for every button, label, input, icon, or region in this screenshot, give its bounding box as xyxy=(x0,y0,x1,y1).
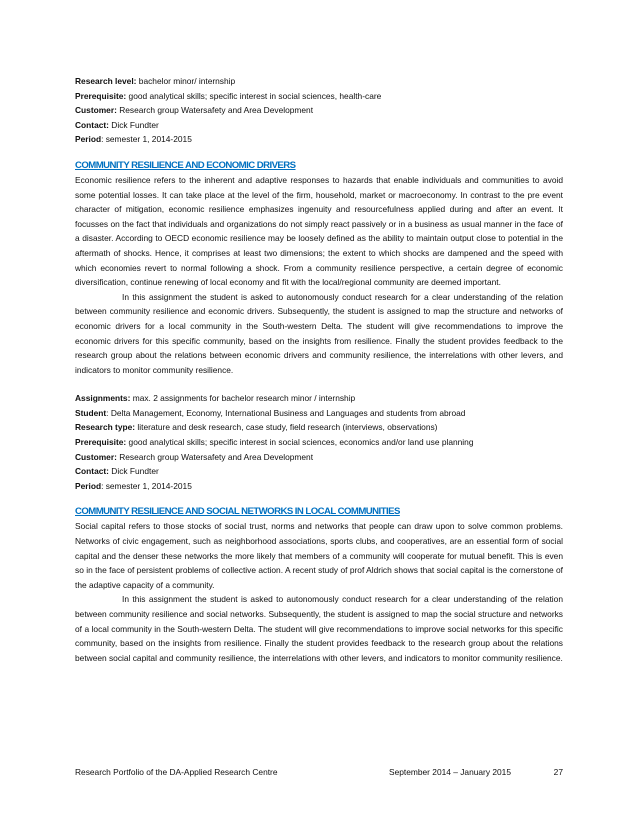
page-number: 27 xyxy=(553,767,563,777)
prerequisite-label: Prerequisite: xyxy=(75,90,127,101)
prerequisite-line xyxy=(75,89,563,104)
section-heading-economic-drivers: COMMUNITY RESILIENCE AND ECONOMIC DRIVERS xyxy=(75,159,296,171)
footer-title: Research Portfolio of the DA-Applied Research Centre xyxy=(75,767,278,777)
prerequisite-label-2: Prerequisite: xyxy=(75,437,127,448)
assignments-line xyxy=(75,391,563,406)
student-value: : Delta Management, Economy, International Business and Languages and students from abroad xyxy=(106,407,466,418)
contact-value-2: Dick Fundter xyxy=(108,466,159,477)
assignments-value: max. 2 assignments for bachelor research minor / internship xyxy=(130,393,356,404)
period-value: : semester 1, 2014-2015 xyxy=(101,134,192,145)
customer-line xyxy=(75,103,563,118)
customer-line-2 xyxy=(75,450,563,465)
period-line xyxy=(75,132,563,147)
research-level-line xyxy=(75,74,563,89)
prerequisite-line-2 xyxy=(75,435,563,450)
contact-label: Contact: xyxy=(75,119,109,130)
spacer xyxy=(75,377,563,391)
contact-label-2: Contact: xyxy=(75,466,109,477)
prerequisite-value: good analytical skills; specific interest in social sciences, health-care xyxy=(126,90,382,101)
social-assignment-paragraph: In this assignment the student is asked to autonomously conduct research for a clear understanding of the relation between community resilience and social networks. Subsequently, the student is assigned to map the social structure and networks of a local community in the South-western Delta. The student will give recommendations to improve social networks for this specific community, based on the insights from resilience. Finally the student provides feedback to the research group about the relations between social capital and community resilience, the interrelations with other levers, and indicators to monitor community resilience. xyxy=(75,594,563,663)
customer-label: Customer: xyxy=(75,105,117,116)
social-capital-paragraph: Social capital refers to those stocks of social trust, norms and networks that people can draw upon to solve common problems. Networks of civic engagement, such as neighborhood associations, sports clubs, and cooperatives, are an essential form of social capital and the denser these networks the more likely that members of a community will cooperate for mutual benefit. This is even so in the face of persistent problems of collective action. A recent study of prof Aldrich shows that social capital is the cornerstone of the adaptive capacity of a community. xyxy=(75,521,563,590)
research-level-label: Research level: xyxy=(75,76,137,86)
customer-value: Research group Watersafety and Area Development xyxy=(116,105,314,116)
economic-assignment-paragraph: In this assignment the student is asked to autonomously conduct research for a clear understanding of the relation between community resilience and economic drivers. Subsequently, the student is assigned to map the structure and networks of economic drivers for a local community in the South-western Delta. The student will give recommendations to improve the economic drivers for this specific community, based on the insights from resilience. Finally the student provides feedback to the research group about the relations between economic drivers and community resilience, the interrelations with other levers, and indicators to monitor community resilience. xyxy=(75,291,563,375)
footer-dates: September 2014 – January 2015 xyxy=(389,767,511,777)
project-meta-block-1 xyxy=(75,74,563,147)
contact-value: Dick Fundter xyxy=(108,119,159,130)
period-value-2: : semester 1, 2014-2015 xyxy=(101,480,192,491)
period-label-2: Period xyxy=(75,480,102,491)
research-level-value: bachelor minor/ internship xyxy=(136,76,236,86)
research-type-value: literature and desk research, case study, field research (interviews, observations) xyxy=(135,422,438,433)
contact-line-2 xyxy=(75,464,563,479)
project-meta-block-2 xyxy=(75,391,563,493)
research-type-line xyxy=(75,420,563,435)
assignments-label: Assignments: xyxy=(75,393,131,404)
customer-label-2: Customer: xyxy=(75,451,117,462)
period-label: Period xyxy=(75,134,102,145)
student-label: Student xyxy=(75,407,107,418)
research-type-label: Research type: xyxy=(75,422,136,433)
section-heading-social-networks: COMMUNITY RESILIENCE AND SOCIAL NETWORKS IN LOCAL COMMUNITIES xyxy=(75,506,400,518)
period-line-2 xyxy=(75,479,563,494)
document-page xyxy=(75,74,563,665)
student-line xyxy=(75,406,563,421)
prerequisite-value-2: good analytical skills; specific interest in social sciences, economics and/or land use planning xyxy=(126,437,474,448)
economic-resilience-paragraph: Economic resilience refers to the inherent and adaptive responses to hazards that enable individuals and communities to avoid some potential losses. It can take place at the level of the firm, household, market or macroeconomy. In contrast to the pre event character of mitigation, economic resilience emphasizes ingenuity and resourcefulness applied during and after an event. It focusses on the fact that individuals and organizations do not simply react passively or in a business as usual manner in the face of a disaster. According to OECD economic resilience may be loosely defined as the ability to maintain output close to potential in the aftermath of shocks. Hence, it comprises at least two dimensions; the extent to which shocks are dampened and the speed with which economies revert to normal following a shock. From a community resilience perspective, a certain degree of economic diversification, continue renewing of local economy and fit with the local/regional community are deemed important. xyxy=(75,174,563,288)
contact-line xyxy=(75,118,563,133)
customer-value-2: Research group Watersafety and Area Development xyxy=(116,451,314,462)
